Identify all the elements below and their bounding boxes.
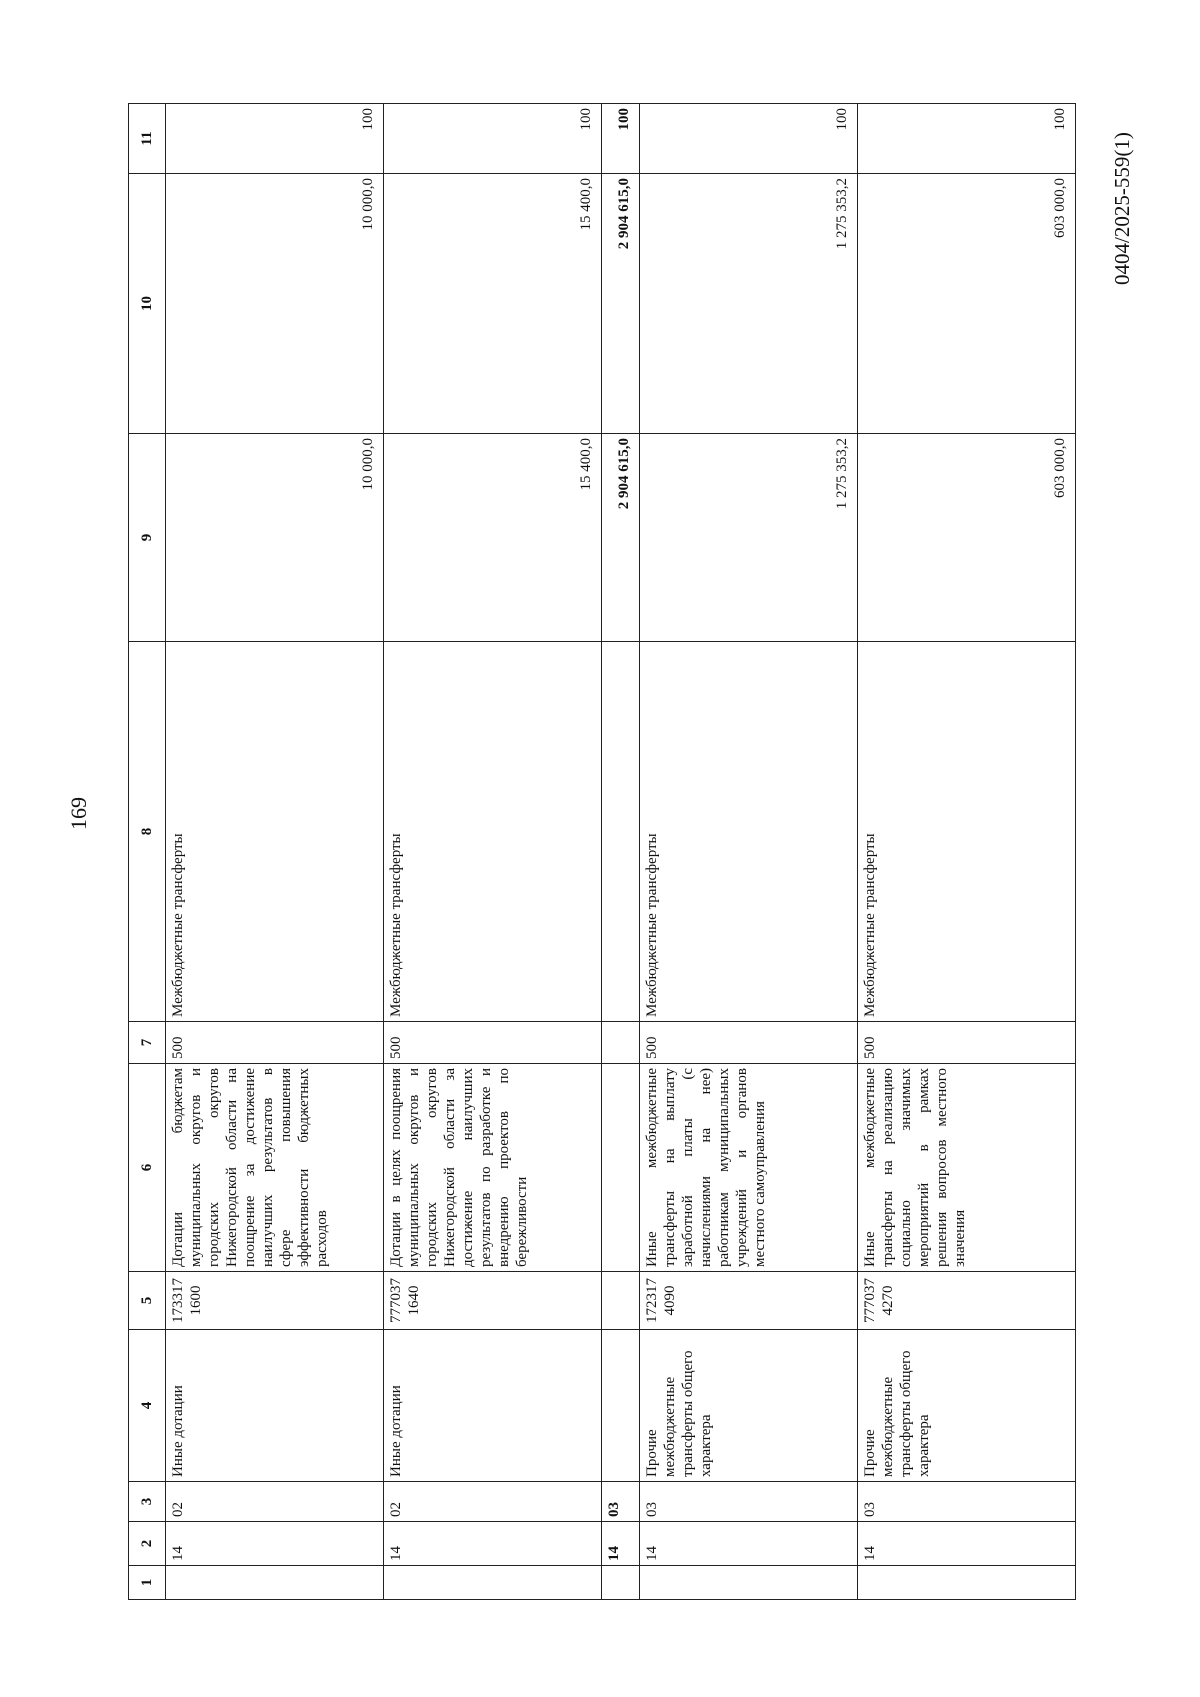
rotated-table-container [128, 104, 1068, 1600]
document-code: 0404/2025-559(1) [1110, 132, 1134, 285]
cell-section: 14 [384, 1522, 602, 1566]
header-cell-7: 7 [129, 1022, 166, 1064]
cell-col-1 [384, 1566, 602, 1600]
cell-section: 14 [602, 1522, 640, 1566]
cell-expense-type: 500 [166, 1022, 384, 1064]
cell-percent: 100 [640, 104, 858, 174]
cell-type: Прочие межбюджетные трансферты общего характера [640, 1330, 858, 1482]
cell-description [602, 1064, 640, 1272]
cell-percent: 100 [858, 104, 1076, 174]
cell-target-code: 172317 4090 [640, 1272, 858, 1330]
cell-section: 14 [166, 1522, 384, 1566]
cell-amount-actual: 2 904 615,0 [602, 174, 640, 434]
header-cell-8: 8 [129, 642, 166, 1022]
cell-amount-actual: 10 000,0 [166, 174, 384, 434]
cell-amount-actual: 603 000,0 [858, 174, 1076, 434]
cell-expense-name [602, 642, 640, 1022]
cell-expense-type: 500 [858, 1022, 1076, 1064]
table-row [858, 104, 1076, 1600]
cell-type [602, 1330, 640, 1482]
cell-target-code: 173317 1600 [166, 1272, 384, 1330]
table-row [166, 104, 384, 1600]
cell-amount-actual: 15 400,0 [384, 174, 602, 434]
cell-subsection: 03 [602, 1482, 640, 1522]
cell-col-1 [602, 1566, 640, 1600]
cell-type: Прочие межбюджетные трансферты общего характера [858, 1330, 1076, 1482]
table-row [640, 104, 858, 1600]
cell-col-1 [166, 1566, 384, 1600]
header-cell-2: 2 [129, 1522, 166, 1566]
header-cell-1: 1 [129, 1566, 166, 1600]
cell-amount-plan: 603 000,0 [858, 434, 1076, 642]
cell-subsection: 03 [858, 1482, 1076, 1522]
header-cell-3: 3 [129, 1482, 166, 1522]
cell-amount-plan: 1 275 353,2 [640, 434, 858, 642]
header-cell-11: 11 [129, 104, 166, 174]
page-number: 169 [66, 797, 91, 830]
cell-amount-actual: 1 275 353,2 [640, 174, 858, 434]
cell-target-code [602, 1272, 640, 1330]
header-cell-5: 5 [129, 1272, 166, 1330]
cell-expense-type [602, 1022, 640, 1064]
cell-expense-type: 500 [384, 1022, 602, 1064]
header-cell-4: 4 [129, 1330, 166, 1482]
cell-description: Иные межбюджетные трансферты на выплату заработной платы (с начислениями на нее) работникам муниципальных учреждений и органов местного самоуправления [640, 1064, 858, 1272]
cell-type: Иные дотации [384, 1330, 602, 1482]
cell-subsection: 02 [166, 1482, 384, 1522]
cell-amount-plan: 15 400,0 [384, 434, 602, 642]
header-cell-9: 9 [129, 434, 166, 642]
cell-expense-name: Межбюджетные трансферты [166, 642, 384, 1022]
cell-col-1 [640, 1566, 858, 1600]
cell-percent: 100 [166, 104, 384, 174]
cell-expense-name: Межбюджетные трансферты [384, 642, 602, 1022]
subtotal-row [602, 104, 640, 1600]
cell-amount-plan: 10 000,0 [166, 434, 384, 642]
cell-expense-type: 500 [640, 1022, 858, 1064]
table-row [384, 104, 602, 1600]
cell-target-code: 777037 1640 [384, 1272, 602, 1330]
header-cell-10: 10 [129, 174, 166, 434]
cell-amount-plan: 2 904 615,0 [602, 434, 640, 642]
header-cell-6: 6 [129, 1064, 166, 1272]
cell-description: Дотации бюджетам муниципальных округов и городских округов Нижегородской области на поощрение за достижение наилучших результатов в сфере повышения эффективности бюджетных расходов [166, 1064, 384, 1272]
header-row [129, 104, 166, 1600]
cell-target-code: 777037 4270 [858, 1272, 1076, 1330]
cell-description: Дотации в целях поощрения муниципальных округов и городских округов Нижегородской области за достижение наилучших результатов по разработке и внедрению проектов по бережливости [384, 1064, 602, 1272]
cell-col-1 [858, 1566, 1076, 1600]
cell-section: 14 [858, 1522, 1076, 1566]
budget-table [128, 103, 1076, 1600]
cell-section: 14 [640, 1522, 858, 1566]
cell-subsection: 02 [384, 1482, 602, 1522]
cell-percent: 100 [602, 104, 640, 174]
cell-percent: 100 [384, 104, 602, 174]
cell-type: Иные дотации [166, 1330, 384, 1482]
cell-description: Иные межбюджетные трансферты на реализацию социально значимых мероприятий в рамках решения вопросов местного значения [858, 1064, 1076, 1272]
cell-expense-name: Межбюджетные трансферты [640, 642, 858, 1022]
cell-subsection: 03 [640, 1482, 858, 1522]
cell-expense-name: Межбюджетные трансферты [858, 642, 1076, 1022]
